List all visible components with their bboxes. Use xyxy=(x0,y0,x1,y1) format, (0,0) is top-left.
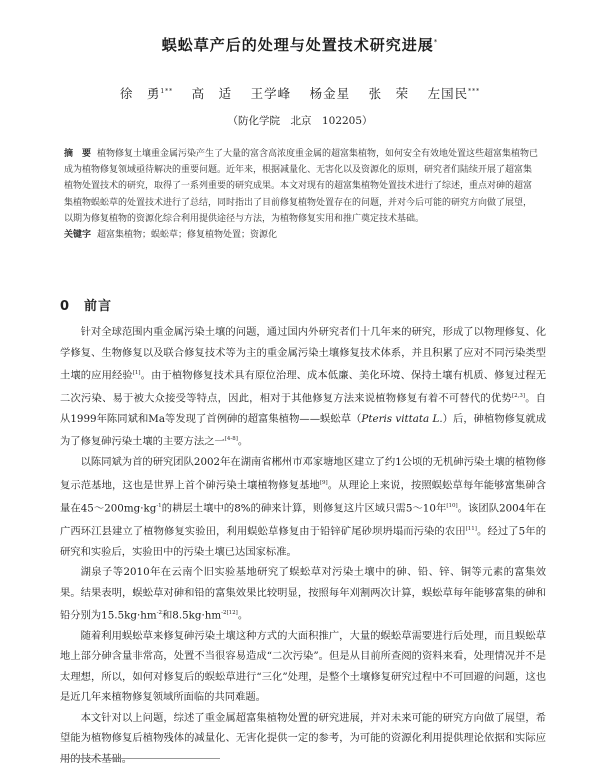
text-run: 。该团队2004年在广西环江县建立了植物修复实验田，利用蜈蚣草修复由于铅锌矿尾砂坝坍塌而污染的农田 xyxy=(60,502,546,538)
keywords-label: 关键字 xyxy=(64,230,92,241)
paragraph xyxy=(60,322,546,452)
citation: [12] xyxy=(226,610,238,617)
text-run: 以陈同斌为首的研究团队2002年在湖南省郴州市邓家塘地区建立了约1公顷的无机砷污染土壤的植物修复示范基地，这也是世界上首个砷污染土壤植物修复基地 xyxy=(60,456,546,492)
author-name: 高 适 xyxy=(191,86,233,101)
text-run: 。 xyxy=(237,609,249,622)
author-name: 张 荣 xyxy=(368,86,410,101)
unit-exponent: -2 xyxy=(221,610,227,617)
citation: [1] xyxy=(132,370,141,376)
text-run: 的耕层土壤中的8%的砷来计算，则修复这片区域只需5～10年 xyxy=(161,502,447,515)
keywords xyxy=(64,227,540,243)
paragraph xyxy=(60,452,546,562)
author xyxy=(120,86,173,101)
body-text xyxy=(60,322,546,769)
citation: [9] xyxy=(319,479,328,486)
author-mark: *** xyxy=(468,87,481,95)
author xyxy=(310,86,351,101)
section-title: 前言 xyxy=(84,299,113,314)
abstract-block xyxy=(64,146,540,243)
keywords-text: 超富集植物；蜈蚣草；修复植物处置；资源化 xyxy=(97,230,278,241)
author xyxy=(192,86,233,101)
unit-exponent: -2 xyxy=(156,610,162,617)
author-list xyxy=(0,84,600,102)
author xyxy=(428,86,481,101)
author-name: 徐 勇 xyxy=(119,86,161,101)
text-run: 。经过了5年的研究和实验后，实验田中的污染土壤已达国家标准。 xyxy=(60,525,546,558)
text-run: 。由于植物修复技术具有原位治理、成本低廉、美化环境、保持土壤有机质、修复过程无二次污染、易于被大众接受等特点，因此，相对于其他修复方法来说植物修复有着不可替代的优势 xyxy=(60,369,547,405)
unit-exponent: -1 xyxy=(156,502,162,509)
author xyxy=(369,86,410,101)
author xyxy=(251,86,292,101)
text-run: 针对全球范围内重金属污染土壤的问题，通过国内外研究者们十几年来的研究，形成了以物理修复、化学修复、生物修复以及联合修复技术等为主的重金属污染土壤修复技术体系，并且积累了应对不同污染类型土壤的应用经验 xyxy=(60,326,546,382)
footnote-divider xyxy=(60,758,220,759)
latin-name: Pteris vittata L. xyxy=(361,412,443,425)
author-name: 左国民 xyxy=(427,86,469,101)
paragraph: 本文针对以上问题，综述了重金属超富集植物处置的研究进展，并对未来可能的研究方向做了展望，希望能为植物修复后植物残体的减量化、无害化提供一定的参考，为可能的资源化利用提供理论依据和实际应用的技术基础。 xyxy=(60,711,546,765)
paragraph: 随着利用蜈蚣草来修复砷污染土壤这种方式的大面积推广，大量的蜈蚣草需要进行后处理，而且蜈蚣草地上部分砷含量非常高，处置不当很容易造成“二次污染”。但是从目前所查阅的资料来看，处理情况并不是太理想，所以，如何对修复后的蜈蚣草进行“三化”处理，是整个土壤修复研究过程中不可回避的问题，这也是近几年来植物修复领域所面临的共同难题。 xyxy=(60,629,546,704)
text-run: 。从理论上来说，按照蜈蚣草每年能够富集砷含量在45～200mg·kg xyxy=(60,479,547,515)
citation: [2,3] xyxy=(511,392,525,399)
text-run: 。自从1999年陈同斌和Ma等发现了首例砷的超富集植物——蜈蚣草（ xyxy=(60,392,547,425)
citation: [4-8] xyxy=(224,436,238,443)
section-heading xyxy=(60,295,112,314)
text-run: 湖泉子等2010年在云南个旧实验基地研究了蜈蚣草对污染土壤中的砷、铅、锌、铜等元素的富集效果。结果表明，蜈蚣草对砷和铅的富集效果比较明显，按照每年刈割两次计算，蜈蚣草每年能够富集的砷和铅分别为15.5kg·hm xyxy=(60,566,546,622)
section-number: 0 xyxy=(60,299,71,314)
citation: [11] xyxy=(465,525,477,532)
abstract xyxy=(64,146,540,227)
abstract-text: 植物修复土壤重金属污染产生了大量的富含高浓度重金属的超富集植物，如何安全有效地处置这些超富集植物已成为植物修复领域亟待解决的重要问题。近年来，根据减量化、无害化以及资源化的原则，研究者们陆续开展了超富集植物处置技术的研究，取得了一系列重要的研究成果。本文对现有的超富集植物处置技术进行了综述，重点对砷的超富集植物蜈蚣草的处置技术进行了总结，同时指出了目前修复植物处置存在的问题，并对今后可能的研究方向做了展望，以期为修复植物的资源化综合利用提供途径与方法，为植物修复实用和推广奠定技术基础。 xyxy=(64,149,539,224)
text-run: 和8.5kg·hm xyxy=(161,609,222,622)
abstract-label: 摘 要 xyxy=(64,149,92,159)
author-mark: 1** xyxy=(160,87,174,95)
text-run: ）后，砷植物修复就成为了修复砷污染土壤的主要方法之一 xyxy=(60,412,546,448)
paragraph xyxy=(60,562,546,626)
title-footnote-mark: * xyxy=(433,38,439,46)
paper-title xyxy=(0,34,600,55)
citation: [10] xyxy=(446,502,458,509)
affiliation: （防化学院 北京 102205） xyxy=(227,115,373,127)
title-text: 蜈蚣草产后的处理与处置技术研究进展 xyxy=(161,36,434,54)
author-name: 杨金星 xyxy=(309,86,351,101)
text-run: 。 xyxy=(237,435,249,448)
author-name: 王学峰 xyxy=(250,86,292,101)
